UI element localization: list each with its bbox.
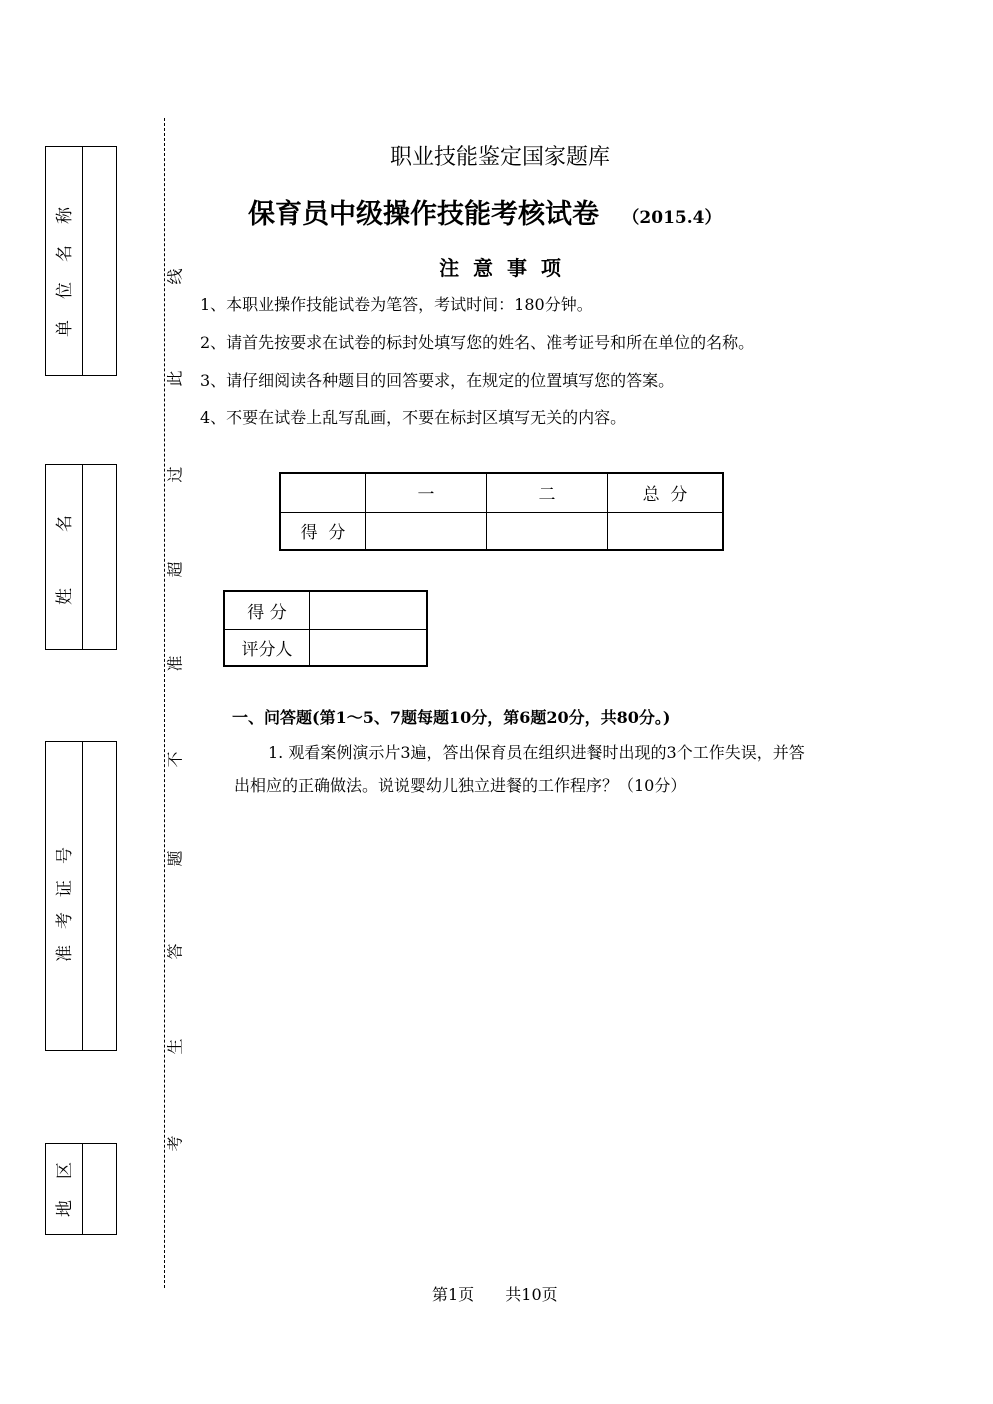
ticket-number-label-char: 证 xyxy=(54,879,75,897)
grader-score-cell[interactable] xyxy=(310,591,428,629)
cut-line-char: 过 xyxy=(165,466,185,483)
notice-3: 3、请仔细阅读各种题目的回答要求，在规定的位置填写您的答案。 xyxy=(200,371,675,390)
grader-name-label: 评分人 xyxy=(224,629,310,666)
notice-1: 1、本职业操作技能试卷为笔答，考试时间：180分钟。 xyxy=(200,295,593,314)
unit-name-label-char: 位 xyxy=(54,282,75,300)
cut-line-char: 不 xyxy=(165,751,185,768)
cut-line-char: 此 xyxy=(165,370,185,387)
ticket-number-label-char: 考 xyxy=(54,912,75,930)
unit-name-label-char: 称 xyxy=(54,207,75,224)
score-summary-table xyxy=(279,472,724,551)
grader-score-label: 得 分 xyxy=(224,591,310,629)
ticket-number-label-char: 准 xyxy=(54,944,75,962)
score-header-part1: 一 xyxy=(366,473,487,512)
cut-line-char: 线 xyxy=(165,268,185,285)
cut-line-char: 超 xyxy=(165,561,185,578)
score-row-label: 得 分 xyxy=(280,512,366,550)
unit-name-label-char: 单 xyxy=(54,319,75,337)
score-header-blank xyxy=(280,473,366,512)
cut-line-char: 生 xyxy=(165,1038,185,1055)
region-label-char: 地 xyxy=(54,1200,75,1217)
score-cell-total[interactable] xyxy=(608,512,724,550)
grader-name-cell[interactable] xyxy=(310,629,428,666)
cut-line-char: 答 xyxy=(165,943,185,960)
cut-line-char: 考 xyxy=(165,1135,185,1152)
question-bank-title: 职业技能鉴定国家题库 xyxy=(389,145,610,170)
page-footer xyxy=(432,1282,558,1305)
ticket-number-label-char: 号 xyxy=(54,847,75,864)
question-1-line-2: 出相应的正确做法。说说婴幼儿独立进餐的工作程序？（10分） xyxy=(234,776,687,795)
unit-name-label-char: 名 xyxy=(54,244,75,262)
ticket-number-label xyxy=(56,847,74,962)
notice-2: 2、请首先按要求在试卷的标封处填写您的姓名、准考证号和所在单位的名称。 xyxy=(200,333,755,352)
score-cell-part1[interactable] xyxy=(366,512,487,550)
score-header-total: 总 分 xyxy=(608,473,724,512)
binding-cut-line xyxy=(164,118,165,1288)
exam-date: （2015.4） xyxy=(622,208,722,228)
region-label xyxy=(56,1162,74,1217)
name-box xyxy=(45,464,117,650)
name-label xyxy=(56,515,74,605)
cut-line-char: 题 xyxy=(165,850,185,867)
score-cell-part2[interactable] xyxy=(487,512,608,550)
ticket-number-box xyxy=(45,741,117,1051)
notice-4: 4、不要在试卷上乱写乱画，不要在标封区填写无关的内容。 xyxy=(200,408,627,427)
question-1-line-1: 1. 观看案例演示片3遍，答出保育员在组织进餐时出现的3个工作失误，并答 xyxy=(268,743,805,762)
section-heading: 一、问答题(第1～5、7题每题10分，第6题20分，共80分。) xyxy=(232,708,671,727)
name-label-char: 名 xyxy=(54,515,75,532)
grader-table xyxy=(223,590,428,667)
region-box xyxy=(45,1143,117,1235)
exam-title xyxy=(248,192,721,231)
page-number: 第1页 xyxy=(432,1285,475,1304)
name-label-char: 姓 xyxy=(54,588,75,605)
region-label-char: 区 xyxy=(54,1162,75,1179)
exam-title-text: 保育员中级操作技能考核试卷 xyxy=(248,199,599,230)
page-total: 共10页 xyxy=(505,1285,558,1304)
cut-line-char: 准 xyxy=(165,655,185,672)
notice-heading: 注 意 事 项 xyxy=(439,256,561,280)
score-header-part2: 二 xyxy=(487,473,608,512)
